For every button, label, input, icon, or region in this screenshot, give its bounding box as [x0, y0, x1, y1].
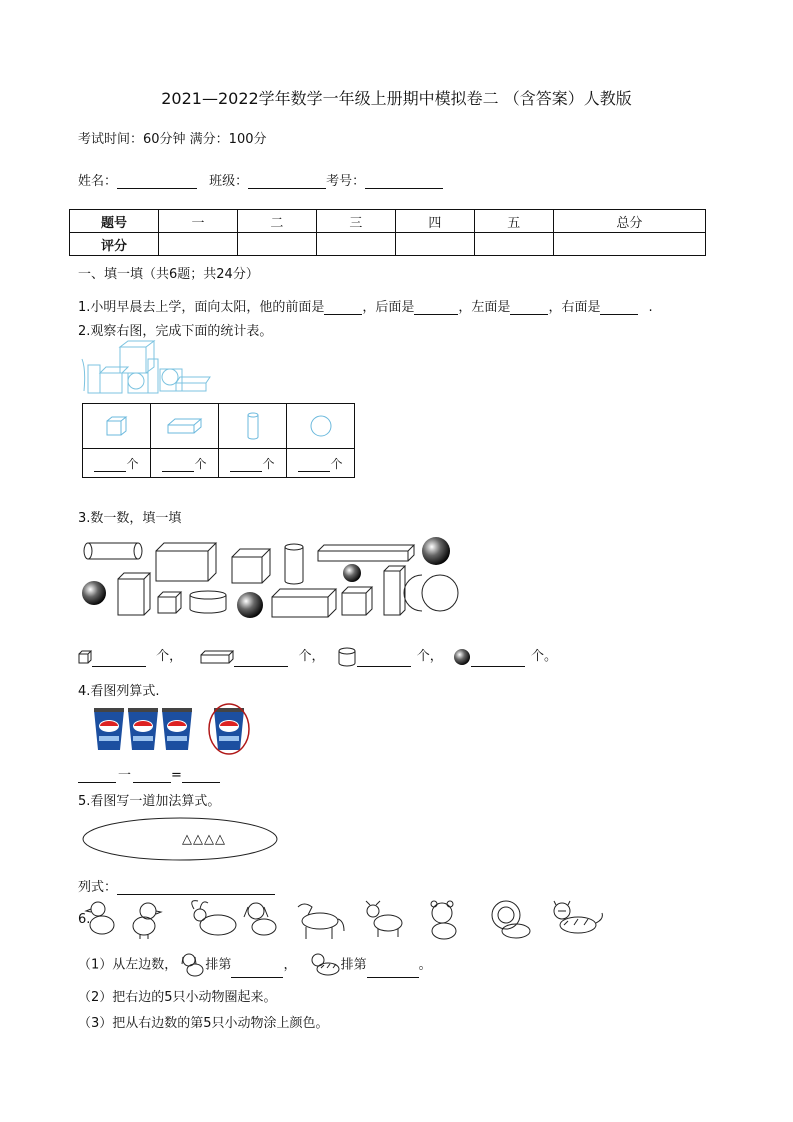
- cup-icon: [209, 704, 249, 754]
- class-field[interactable]: [248, 174, 326, 189]
- stats-count-cell: [151, 449, 219, 478]
- solids-picture: [78, 535, 464, 621]
- picture-shape: [162, 369, 178, 385]
- picture-shape: [100, 373, 122, 393]
- picture-shape: [190, 591, 226, 613]
- tiger-icon: [554, 901, 602, 933]
- picture-shape: [120, 347, 146, 373]
- unit-label: 个。: [531, 649, 558, 664]
- question-3-answers: [78, 645, 557, 667]
- picture-shape: [82, 359, 85, 391]
- unit-label: 个: [262, 456, 275, 471]
- picture-shape: [156, 543, 216, 581]
- unit-label: 个: [194, 456, 207, 471]
- cube-icon: [102, 414, 132, 438]
- cube-icon: [78, 650, 92, 664]
- q1-blank-right[interactable]: [600, 300, 638, 315]
- picture-shape: [118, 573, 150, 615]
- q4-blank-1[interactable]: [78, 768, 116, 783]
- q1-text: 1.小明早晨去上学，面向太阳，他的前面是: [78, 300, 325, 315]
- stats-cell: [151, 404, 219, 449]
- q6-text: ，: [283, 957, 297, 973]
- unit-label: 个，: [416, 649, 443, 664]
- stats-count-cell: [83, 449, 151, 478]
- score-header-cell: 四: [395, 210, 474, 233]
- picture-shape: [120, 341, 154, 373]
- q3-blank-cylinder[interactable]: [357, 652, 411, 667]
- picture-shape: [128, 373, 144, 389]
- unit-label: 个: [330, 456, 343, 471]
- q1-text: .: [648, 300, 653, 315]
- picture-shape: [404, 575, 458, 611]
- tiger-icon: [311, 952, 341, 978]
- exam-info: 考试时间：60分钟 满分：100分: [78, 132, 267, 147]
- q3-blank-sphere[interactable]: [471, 652, 525, 667]
- horse-icon: [298, 904, 344, 939]
- bear-icon: [431, 901, 456, 939]
- picture-shape: [128, 373, 148, 393]
- score-table: [69, 209, 706, 256]
- picture-shape: [422, 537, 450, 565]
- unit-label: 个: [126, 456, 139, 471]
- picture-shape: [384, 566, 405, 615]
- q1-blank-left[interactable]: [510, 300, 548, 315]
- score-cell[interactable]: [316, 233, 395, 256]
- minus-sign: 一: [118, 768, 132, 783]
- picture-shape: [158, 592, 181, 613]
- unit-label: 个，: [298, 649, 325, 664]
- picture-shape: [237, 592, 263, 618]
- page-title: 2021—2022学年数学一年级上册期中模拟卷二 （含答案）人教版: [161, 89, 632, 108]
- cup-icon: [162, 708, 192, 750]
- q1-text: ，左面是: [458, 300, 511, 315]
- q6-text: 排第: [340, 957, 367, 973]
- q1-blank-front[interactable]: [324, 300, 362, 315]
- question-3: 3.数一数，填一填: [78, 511, 182, 526]
- goat-icon: [366, 901, 402, 937]
- question-6-number: 6.: [78, 912, 91, 927]
- q4-blank-2[interactable]: [133, 768, 171, 783]
- stats-icon-row: [83, 404, 355, 449]
- question-1: [78, 296, 653, 315]
- picture-shape: [82, 581, 106, 605]
- cylinder-icon: [337, 647, 357, 667]
- q3-blank-cuboid[interactable]: [234, 652, 288, 667]
- q6-text: 。: [418, 957, 432, 973]
- picture-shape: [342, 587, 372, 615]
- stats-blank[interactable]: [162, 457, 194, 472]
- rabbit-icon: [192, 901, 236, 935]
- picture-shape: [84, 543, 142, 559]
- score-table-row: [70, 233, 706, 256]
- picture-shape: [148, 359, 158, 393]
- q1-text: ，后面是: [362, 300, 415, 315]
- score-header-cell: 五: [474, 210, 553, 233]
- q5-formula-blank[interactable]: [117, 880, 275, 895]
- score-table-header-row: [70, 210, 706, 233]
- dog-icon: [181, 952, 205, 978]
- q1-blank-back[interactable]: [414, 300, 458, 315]
- equals-sign: =: [171, 768, 182, 783]
- score-cell[interactable]: [474, 233, 553, 256]
- q6-blank-dog[interactable]: [231, 963, 283, 978]
- question-6-sub1: [78, 952, 432, 978]
- picture-shape: [100, 367, 128, 373]
- shapes-picture: [80, 339, 212, 395]
- stats-count-cell: [287, 449, 355, 478]
- set-ellipse: [80, 814, 282, 864]
- score-header-cell: 二: [237, 210, 316, 233]
- chick-icon: [133, 903, 161, 939]
- picture-shape: [176, 377, 210, 391]
- score-cell[interactable]: [553, 233, 705, 256]
- question-2: 2.观察右图，完成下面的统计表。: [78, 324, 273, 339]
- score-header-cell: 题号: [70, 210, 159, 233]
- q3-blank-cube[interactable]: [92, 652, 146, 667]
- cup-icon: [128, 708, 158, 750]
- cuboid-icon: [165, 414, 205, 438]
- stats-count-row: [83, 449, 355, 478]
- score-header-cell: 三: [316, 210, 395, 233]
- picture-shape: [232, 549, 270, 583]
- stats-count-cell: [219, 449, 287, 478]
- question-6-sub3: （3）把从右边数的第5只小动物涂上颜色。: [78, 1016, 329, 1031]
- score-cell[interactable]: [159, 233, 238, 256]
- cups-picture: [78, 702, 254, 756]
- question-5-formula: [78, 876, 275, 895]
- q1-text: ，右面是: [548, 300, 601, 315]
- cylinder-icon: [243, 411, 263, 441]
- q6-text: （1）从左边数，: [78, 957, 178, 973]
- picture-shape: [272, 589, 336, 617]
- dog-icon: [244, 903, 276, 935]
- score-header-cell: 一: [159, 210, 238, 233]
- stats-cell: [83, 404, 151, 449]
- section-heading: 一、填一填（共6题；共24分）: [78, 267, 259, 282]
- score-cell[interactable]: [395, 233, 474, 256]
- q4-blank-3[interactable]: [182, 768, 220, 783]
- score-header-cell: 总分: [553, 210, 705, 233]
- name-field[interactable]: [117, 174, 197, 189]
- question-6-sub2: （2）把右边的5只小动物圈起来。: [78, 990, 277, 1005]
- sphere-icon: [453, 648, 471, 666]
- cuboid-icon: [200, 650, 234, 664]
- duck-icon: [86, 902, 114, 934]
- picture-shape: [318, 545, 414, 561]
- stats-blank[interactable]: [298, 457, 330, 472]
- q6-text: 排第: [205, 957, 232, 973]
- unit-label: 个，: [156, 649, 183, 664]
- score-cell[interactable]: [237, 233, 316, 256]
- stats-cell: [219, 404, 287, 449]
- question-4-formula: [78, 764, 220, 783]
- cup-icon: [94, 708, 124, 750]
- triangles: △△△△: [182, 832, 226, 847]
- class-label: 班级：: [209, 174, 249, 189]
- stats-cell: [287, 404, 355, 449]
- picture-shape: [285, 544, 303, 584]
- formula-label: 列式：: [78, 880, 118, 895]
- number-field[interactable]: [365, 174, 443, 189]
- q6-blank-tiger[interactable]: [367, 963, 419, 978]
- stats-blank[interactable]: [94, 457, 126, 472]
- question-5: 5.看图写一道加法算式。: [78, 794, 221, 809]
- score-row-label: 评分: [70, 233, 159, 256]
- picture-shape: [343, 564, 361, 582]
- lion-icon: [492, 901, 530, 938]
- animals-row: [84, 897, 604, 941]
- sphere-icon: [306, 413, 336, 439]
- picture-shape: [88, 365, 100, 393]
- stats-blank[interactable]: [230, 457, 262, 472]
- stats-table: [82, 403, 355, 478]
- question-4: 4.看图列算式.: [78, 684, 160, 699]
- name-label: 姓名：: [78, 174, 118, 189]
- student-info: [78, 170, 443, 189]
- number-label: 考号：: [326, 174, 366, 189]
